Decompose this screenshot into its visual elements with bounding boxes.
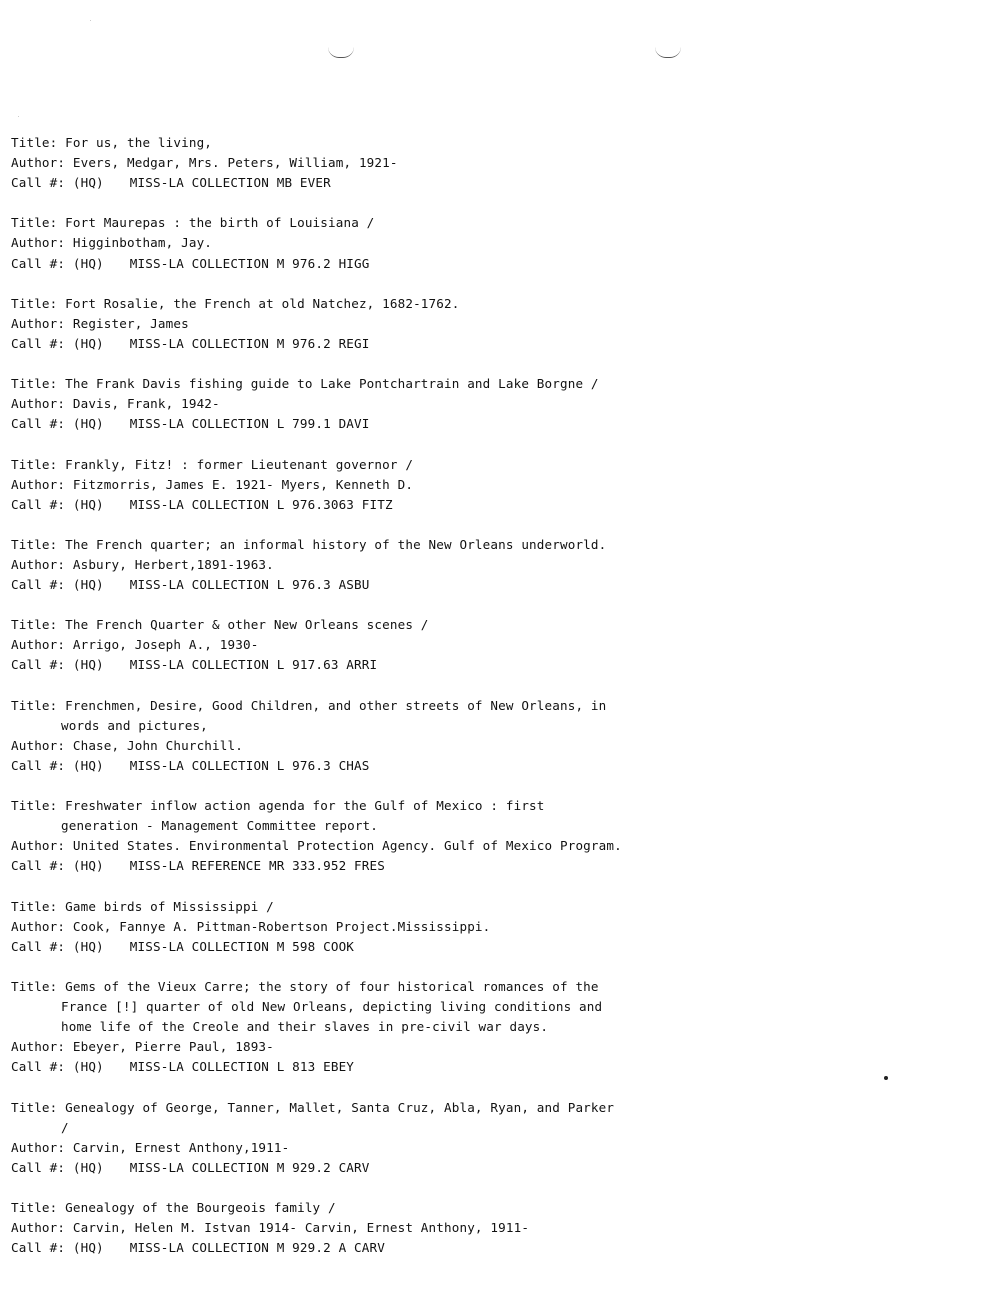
author-line [11,233,971,253]
call-number-text: MISS-LA COLLECTION L 799.1 DAVI [129,416,370,432]
call-number-line [11,414,971,434]
author-text: Fitzmorris, James E. 1921- Myers, Kenneth D. [72,476,414,492]
call-number-line [11,173,971,193]
call-number-label: Call #: [11,657,73,673]
author-line [11,475,971,495]
author-label: Author: [11,918,73,934]
punch-hole-mark [655,47,681,58]
call-number-line [11,1238,971,1258]
author-text: Higginbotham, Jay. [72,235,213,251]
author-text: Evers, Medgar, Mrs. Peters, William, 1921- [72,155,398,171]
author-line [11,917,971,937]
call-number-line [11,1057,971,1077]
call-number-text: MISS-LA COLLECTION MB EVER [129,175,331,191]
author-text: Carvin, Helen M. Istvan 1914- Carvin, Ernest Anthony, 1911- [72,1220,530,1236]
title-line [11,796,971,816]
author-text: Arrigo, Joseph A., 1930- [72,637,259,653]
title-text: Fort Rosalie, the French at old Natchez, 1682-1762. [65,295,460,311]
call-number-text: MISS-LA REFERENCE MR 333.952 FRES [129,858,385,874]
title-label: Title: [11,536,66,552]
author-text: Davis, Frank, 1942- [72,396,220,412]
author-text: Cook, Fannye A. Pittman-Robertson Project.Mississippi. [72,918,491,934]
title-continuation-line [11,816,971,836]
author-label: Author: [11,838,73,854]
title-text: Game birds of Mississippi / [65,898,274,914]
catalog-list [11,133,971,1278]
title-text: Frankly, Fitz! : former Lieutenant governor / [65,456,414,472]
call-number-label: Call #: [11,938,73,954]
catalog-entry [11,977,971,1077]
call-number-text: MISS-LA COLLECTION L 813 EBEY [129,1059,355,1075]
catalog-entry [11,535,971,595]
author-text: Asbury, Herbert,1891-1963. [72,556,274,572]
call-number-text: MISS-LA COLLECTION M 976.2 REGI [129,335,370,351]
call-number-line [11,1158,971,1178]
call-number-line [11,575,971,595]
title-line [11,455,971,475]
author-label: Author: [11,235,73,251]
author-line [11,555,971,575]
author-line [11,153,971,173]
location-code: (HQ) [72,1159,104,1175]
title-text: For us, the living, [65,135,213,150]
title-label: Title: [11,215,66,231]
location-code: (HQ) [72,496,104,512]
title-label: Title: [11,456,66,472]
catalog-entry [11,455,971,515]
title-line [11,977,971,997]
title-text: words and pictures, [61,717,208,733]
call-number-line [11,495,971,515]
author-label: Author: [11,556,73,572]
title-continuation-line [11,1017,971,1037]
scan-speck [90,20,91,21]
catalog-entry [11,213,971,273]
call-number-text: MISS-LA COLLECTION M 929.2 A CARV [129,1240,385,1256]
author-line [11,394,971,414]
title-label: Title: [11,1099,66,1115]
title-line [11,133,971,153]
call-number-line [11,655,971,675]
title-continuation-line [11,997,971,1017]
call-number-line [11,937,971,957]
call-number-label: Call #: [11,577,73,593]
title-label: Title: [11,898,66,914]
call-number-line [11,334,971,354]
location-code: (HQ) [72,577,104,593]
author-label: Author: [11,396,73,412]
author-line [11,1138,971,1158]
call-number-label: Call #: [11,1059,73,1075]
location-code: (HQ) [72,938,104,954]
title-text: France [!] quarter of old New Orleans, depicting living conditions and [61,999,603,1015]
call-number-text: MISS-LA COLLECTION L 976.3063 FITZ [129,496,393,512]
location-code: (HQ) [72,1240,104,1256]
title-text: Freshwater inflow action agenda for the Gulf of Mexico : first [65,798,545,814]
title-continuation-line [11,716,971,736]
title-text: The French Quarter & other New Orleans scenes / [65,617,429,633]
author-text: United States. Environmental Protection Agency. Gulf of Mexico Program. [72,838,622,854]
author-label: Author: [11,155,73,171]
author-label: Author: [11,315,73,331]
title-text: generation - Management Committee report. [61,818,379,834]
call-number-label: Call #: [11,757,73,773]
call-number-label: Call #: [11,335,73,351]
call-number-text: MISS-LA COLLECTION M 598 COOK [129,938,355,954]
catalog-entry [11,615,971,675]
location-code: (HQ) [72,657,104,673]
location-code: (HQ) [72,858,104,874]
author-label: Author: [11,1220,73,1236]
author-line [11,635,971,655]
title-text: Gems of the Vieux Carre; the story of four historical romances of the [65,978,599,994]
call-number-label: Call #: [11,255,73,271]
title-text: The Frank Davis fishing guide to Lake Pontchartrain and Lake Borgne / [65,376,599,392]
title-label: Title: [11,617,66,633]
title-label: Title: [11,697,66,713]
catalog-entry [11,696,971,776]
location-code: (HQ) [72,416,104,432]
call-number-label: Call #: [11,1159,73,1175]
call-number-line [11,254,971,274]
call-number-text: MISS-LA COLLECTION L 917.63 ARRI [129,657,378,673]
title-line [11,374,971,394]
title-text: Genealogy of George, Tanner, Mallet, Santa Cruz, Abla, Ryan, and Parker [65,1099,615,1115]
title-text: Fort Maurepas : the birth of Louisiana / [65,215,375,231]
catalog-entry [11,294,971,354]
author-line [11,736,971,756]
title-line [11,213,971,233]
call-number-label: Call #: [11,175,73,191]
catalog-entry [11,133,971,193]
title-line [11,294,971,314]
catalog-entry [11,1098,971,1178]
catalog-entry [11,1198,971,1258]
title-line [11,696,971,716]
call-number-label: Call #: [11,1240,73,1256]
title-label: Title: [11,135,66,150]
title-text: home life of the Creole and their slaves in pre-civil war days. [61,1019,549,1035]
title-text: Frenchmen, Desire, Good Children, and other streets of New Orleans, in [65,697,607,713]
location-code: (HQ) [72,175,104,191]
author-label: Author: [11,737,73,753]
title-text: Genealogy of the Bourgeois family / [65,1199,336,1215]
title-line [11,1198,971,1218]
call-number-text: MISS-LA COLLECTION L 976.3 CHAS [129,757,370,773]
author-label: Author: [11,1139,73,1155]
title-label: Title: [11,1199,66,1215]
title-line [11,535,971,555]
call-number-text: MISS-LA COLLECTION M 976.2 HIGG [129,255,370,271]
call-number-line [11,756,971,776]
title-continuation-line [11,1118,971,1138]
call-number-line [11,856,971,876]
author-label: Author: [11,1039,73,1055]
author-text: Ebeyer, Pierre Paul, 1893- [72,1039,274,1055]
author-line [11,314,971,334]
catalog-entry [11,897,971,957]
catalog-entry [11,796,971,876]
location-code: (HQ) [72,1059,104,1075]
author-line [11,1037,971,1057]
author-text: Register, James [72,315,189,331]
punch-hole-mark [328,47,354,58]
title-label: Title: [11,295,66,311]
title-label: Title: [11,978,66,994]
title-label: Title: [11,798,66,814]
call-number-label: Call #: [11,858,73,874]
catalog-entry [11,374,971,434]
author-label: Author: [11,637,73,653]
call-number-text: MISS-LA COLLECTION M 929.2 CARV [129,1159,370,1175]
title-label: Title: [11,376,66,392]
author-line [11,1218,971,1238]
location-code: (HQ) [72,757,104,773]
call-number-text: MISS-LA COLLECTION L 976.3 ASBU [129,577,370,593]
title-text: The French quarter; an informal history of the New Orleans underworld. [65,536,607,552]
author-label: Author: [11,476,73,492]
call-number-label: Call #: [11,496,73,512]
author-text: Chase, John Churchill. [72,737,243,753]
title-line [11,615,971,635]
call-number-label: Call #: [11,416,73,432]
location-code: (HQ) [72,255,104,271]
author-text: Carvin, Ernest Anthony,1911- [72,1139,290,1155]
title-text: / [61,1119,69,1135]
title-line [11,897,971,917]
title-line [11,1098,971,1118]
scan-speck [18,116,19,117]
location-code: (HQ) [72,335,104,351]
author-line [11,836,971,856]
